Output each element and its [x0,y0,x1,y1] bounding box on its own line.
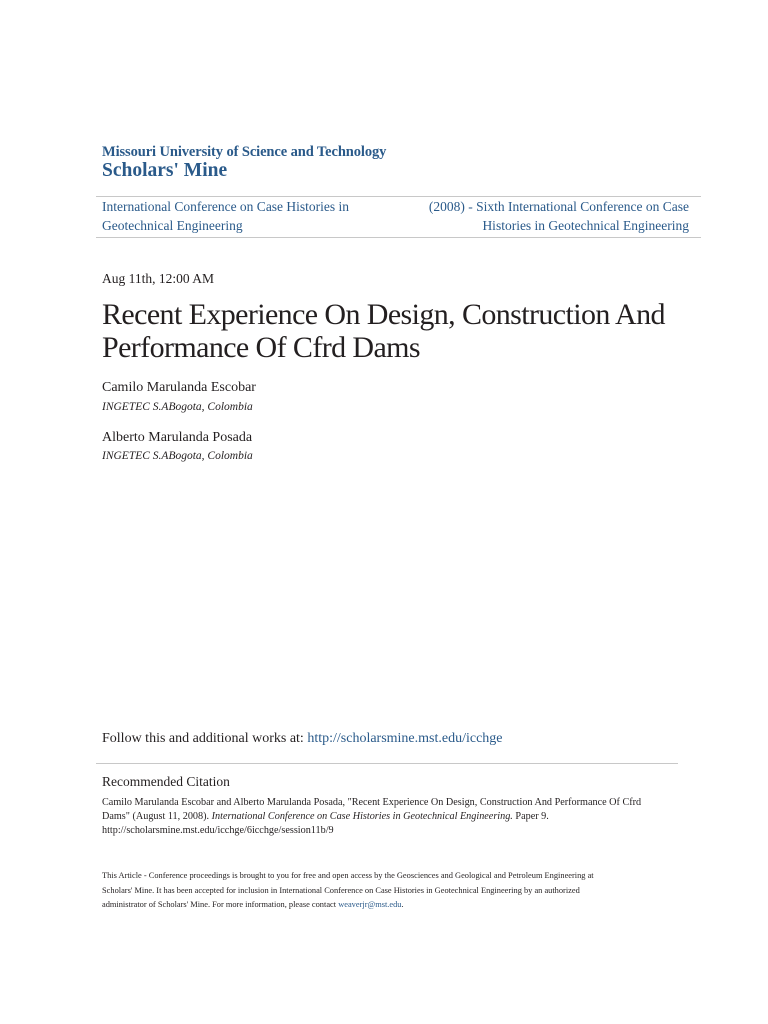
notice-line3-prefix: administrator of Scholars' Mine. For more information, please contact [102,900,339,909]
notice-line3-suffix: . [401,900,404,909]
citation-heading: Recommended Citation [102,774,230,789]
collection-left-line2: Geotechnical Engineering [102,218,243,233]
citation-line1: Camilo Marulanda Escobar and Alberto Marulanda Posada, "Recent Experience On Design, Construction And Performance Of Cfrd [102,797,642,808]
citation-dams-text: Dams" (August 11, 2008). [102,811,212,822]
follow-prefix: Follow this and additional works at: [102,731,308,746]
follow-line [102,731,503,747]
collection-divider [96,237,701,238]
contact-email-link[interactable]: weaverjr@mst.edu [338,900,402,909]
author-name: Camilo Marulanda Escobar [102,380,256,395]
collection-link-left[interactable] [102,197,402,235]
article-date: Aug 11th, 12:00 AM [102,271,215,286]
citation-url[interactable]: http://scholarsmine.mst.edu/icchge/6icchge/session11b/9 [102,825,334,836]
author-affiliation: INGETEC S.ABogota, Colombia [102,450,253,462]
author-name: Alberto Marulanda Posada [102,430,253,445]
citation-venue: International Conference on Case Histories in Geotechnical Engineering. [211,811,513,822]
collection-right-line1: (2008) - Sixth International Conference on Case [428,199,689,214]
collection-right-line2: Histories in Geotechnical Engineering [482,218,689,233]
citation-divider [96,763,678,764]
citation-text [102,796,672,838]
repository-name[interactable]: Scholars' Mine [102,160,228,181]
citation-line2 [102,810,672,824]
collection-left-line1: International Conference on Case Histories in [102,199,350,214]
collection-url-link[interactable]: http://scholarsmine.mst.edu/icchge [307,731,503,746]
notice-line2: Scholars' Mine. It has been accepted for inclusion in International Conference on Case Histories in Geotechnical Engineering by an authorized [102,885,580,895]
article-title [102,298,692,364]
citation-paper-number: Paper 9. [512,811,549,822]
notice-line1: This Article - Conference proceedings is brought to you for free and open access by the Geosciences and Geological and Petroleum Engineering at [102,871,594,880]
collection-link-right[interactable] [369,197,689,235]
title-line1: Recent Experience On Design, Construction And [102,298,665,331]
author-affiliation: INGETEC S.ABogota, Colombia [102,401,253,413]
access-notice [102,869,662,913]
notice-line3 [102,898,662,913]
title-line2: Performance Of Cfrd Dams [102,331,420,364]
institution-name: Missouri University of Science and Technology [102,144,387,160]
